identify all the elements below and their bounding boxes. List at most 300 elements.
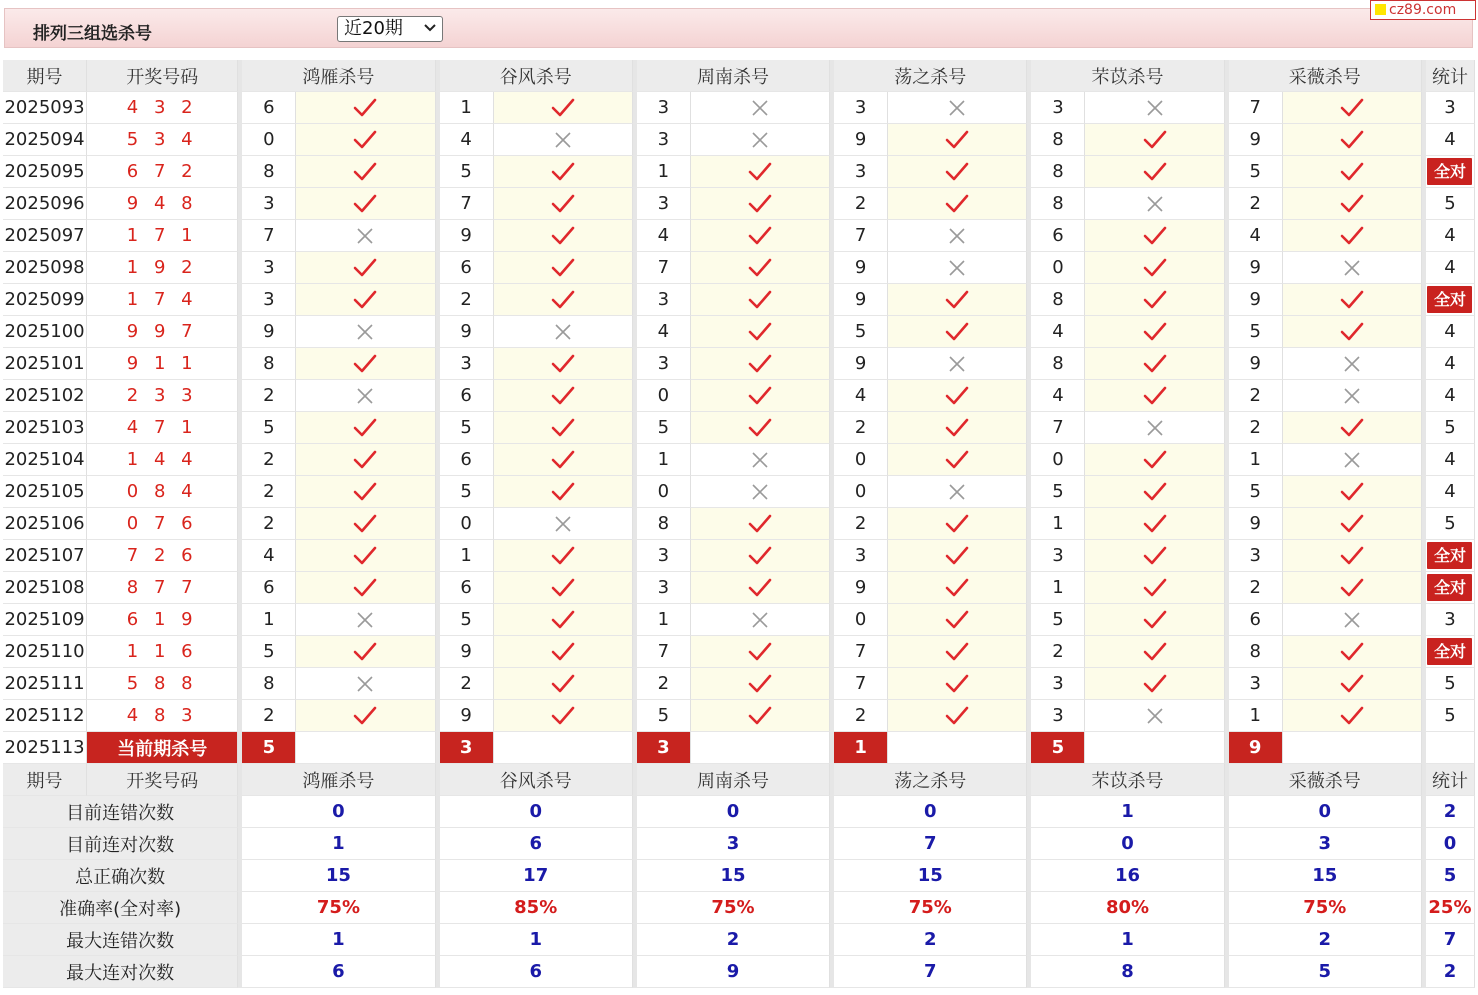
summary-stat: 2 xyxy=(1422,796,1475,828)
hit-mark xyxy=(1283,572,1422,604)
issue-number: 2025111 xyxy=(3,668,87,700)
hit-mark xyxy=(691,508,830,540)
col-expert-header: 芣苡杀号 xyxy=(1027,764,1224,796)
draw-number: 2 3 3 xyxy=(87,380,238,412)
kill-number: 5 xyxy=(633,700,691,732)
table-row xyxy=(3,572,1475,604)
check-icon xyxy=(748,674,772,694)
kill-number: 5 xyxy=(436,476,494,508)
cross-icon xyxy=(750,610,770,630)
hit-mark xyxy=(888,668,1027,700)
summary-value: 75% xyxy=(1225,892,1422,924)
summary-value: 1 xyxy=(238,924,435,956)
miss-mark xyxy=(1283,348,1422,380)
page-title: 排列三组选杀号 xyxy=(33,24,152,44)
check-icon xyxy=(748,162,772,182)
check-icon xyxy=(1340,226,1364,246)
draw-number: 5 3 4 xyxy=(87,124,238,156)
check-icon xyxy=(353,514,377,534)
check-icon xyxy=(945,290,969,310)
hit-mark xyxy=(1085,380,1224,412)
kill-number: 2 xyxy=(633,668,691,700)
summary-value: 15 xyxy=(238,860,435,892)
summary-value: 7 xyxy=(830,828,1027,860)
summary-value: 0 xyxy=(436,796,633,828)
kill-number: 8 xyxy=(238,348,296,380)
kill-number: 8 xyxy=(1027,188,1085,220)
summary-value: 75% xyxy=(633,892,830,924)
hit-mark xyxy=(1283,316,1422,348)
check-icon xyxy=(353,578,377,598)
hit-mark xyxy=(1085,476,1224,508)
current-empty-cell xyxy=(296,732,435,764)
kill-number: 3 xyxy=(633,348,691,380)
col-expert-header: 周南杀号 xyxy=(633,60,830,92)
summary-value: 1 xyxy=(436,924,633,956)
period-select[interactable] xyxy=(337,16,443,42)
kill-number: 7 xyxy=(238,220,296,252)
table-row xyxy=(3,124,1475,156)
kill-number: 0 xyxy=(633,380,691,412)
kill-number: 8 xyxy=(238,156,296,188)
stat-cell: 4 xyxy=(1422,380,1475,412)
hit-mark xyxy=(296,92,435,124)
hit-mark xyxy=(1085,604,1224,636)
kill-number: 5 xyxy=(436,412,494,444)
issue-number: 2025093 xyxy=(3,92,87,124)
miss-mark xyxy=(1283,252,1422,284)
issue-number: 2025103 xyxy=(3,412,87,444)
summary-value: 2 xyxy=(1225,924,1422,956)
kill-number: 2 xyxy=(830,412,888,444)
issue-number: 2025096 xyxy=(3,188,87,220)
kill-number: 0 xyxy=(1027,252,1085,284)
col-draw-header: 开奖号码 xyxy=(87,764,238,796)
kill-number: 6 xyxy=(436,572,494,604)
summary-row xyxy=(3,892,1475,924)
table-row xyxy=(3,156,1475,188)
check-icon xyxy=(945,578,969,598)
summary-value: 0 xyxy=(1027,828,1224,860)
current-kill-number: 9 xyxy=(1225,732,1283,764)
summary-value: 1 xyxy=(1027,796,1224,828)
summary-value: 0 xyxy=(633,796,830,828)
col-expert-header: 采薇杀号 xyxy=(1225,764,1422,796)
summary-label: 准确率(全对率) xyxy=(3,892,238,924)
kill-number: 1 xyxy=(633,444,691,476)
hit-mark xyxy=(691,316,830,348)
hit-mark xyxy=(1283,188,1422,220)
kill-number: 9 xyxy=(830,252,888,284)
miss-mark xyxy=(1283,604,1422,636)
check-icon xyxy=(353,194,377,214)
check-icon xyxy=(551,450,575,470)
check-icon xyxy=(945,706,969,726)
hit-mark xyxy=(1085,668,1224,700)
cross-icon xyxy=(750,482,770,502)
summary-value: 0 xyxy=(830,796,1027,828)
check-icon xyxy=(1143,610,1167,630)
hit-mark xyxy=(888,572,1027,604)
table-row xyxy=(3,412,1475,444)
check-icon xyxy=(1340,98,1364,118)
kill-number: 2 xyxy=(238,444,296,476)
summary-value: 1 xyxy=(238,828,435,860)
hit-mark xyxy=(494,252,633,284)
miss-mark xyxy=(691,476,830,508)
table-row xyxy=(3,220,1475,252)
issue-number: 2025109 xyxy=(3,604,87,636)
kill-number: 6 xyxy=(436,252,494,284)
current-issue-number: 2025113 xyxy=(3,732,87,764)
miss-mark xyxy=(296,604,435,636)
kill-number: 2 xyxy=(238,380,296,412)
check-icon xyxy=(748,226,772,246)
kill-number: 8 xyxy=(1225,636,1283,668)
cross-icon xyxy=(947,226,967,246)
hit-mark xyxy=(296,508,435,540)
hit-mark xyxy=(691,380,830,412)
check-icon xyxy=(551,674,575,694)
kill-number: 3 xyxy=(633,540,691,572)
summary-value: 8 xyxy=(1027,956,1224,988)
draw-number: 1 7 1 xyxy=(87,220,238,252)
current-empty-cell xyxy=(888,732,1027,764)
summary-value: 16 xyxy=(1027,860,1224,892)
stat-cell: 4 xyxy=(1422,316,1475,348)
table-row xyxy=(3,188,1475,220)
hit-mark xyxy=(494,476,633,508)
hit-mark xyxy=(1085,284,1224,316)
summary-row xyxy=(3,956,1475,988)
check-icon xyxy=(551,418,575,438)
summary-value: 17 xyxy=(436,860,633,892)
summary-label: 目前连对次数 xyxy=(3,828,238,860)
kill-number: 9 xyxy=(1225,284,1283,316)
current-empty-cell xyxy=(691,732,830,764)
hit-mark xyxy=(1085,124,1224,156)
cross-icon xyxy=(947,482,967,502)
miss-mark xyxy=(888,220,1027,252)
summary-value: 0 xyxy=(238,796,435,828)
kill-number: 7 xyxy=(1027,412,1085,444)
summary-value: 85% xyxy=(436,892,633,924)
draw-number: 4 3 2 xyxy=(87,92,238,124)
kill-number: 9 xyxy=(1225,348,1283,380)
kill-number: 9 xyxy=(436,316,494,348)
cross-icon xyxy=(1342,610,1362,630)
kill-number: 1 xyxy=(436,92,494,124)
kill-number: 8 xyxy=(238,668,296,700)
issue-number: 2025112 xyxy=(3,700,87,732)
check-icon xyxy=(1340,706,1364,726)
kill-number: 8 xyxy=(1027,348,1085,380)
cross-icon xyxy=(553,322,573,342)
cross-icon xyxy=(947,98,967,118)
kill-number: 0 xyxy=(436,508,494,540)
issue-number: 2025106 xyxy=(3,508,87,540)
hit-mark xyxy=(494,188,633,220)
kill-number: 6 xyxy=(436,380,494,412)
kill-number: 9 xyxy=(1225,252,1283,284)
hit-mark xyxy=(888,700,1027,732)
summary-value: 2 xyxy=(830,924,1027,956)
cross-icon xyxy=(553,130,573,150)
hit-mark xyxy=(691,156,830,188)
col-expert-header: 芣苡杀号 xyxy=(1027,60,1224,92)
summary-value: 7 xyxy=(830,956,1027,988)
check-icon xyxy=(945,418,969,438)
kill-number: 2 xyxy=(1225,412,1283,444)
cross-icon xyxy=(750,130,770,150)
summary-value: 15 xyxy=(1225,860,1422,892)
kill-number: 3 xyxy=(1027,92,1085,124)
hit-mark xyxy=(296,700,435,732)
hit-mark xyxy=(494,572,633,604)
table-row xyxy=(3,348,1475,380)
summary-value: 75% xyxy=(238,892,435,924)
kill-number: 7 xyxy=(830,220,888,252)
hit-mark xyxy=(1283,476,1422,508)
table-row xyxy=(3,284,1475,316)
table-row xyxy=(3,508,1475,540)
hit-mark xyxy=(691,220,830,252)
hit-mark xyxy=(1283,124,1422,156)
kill-number: 9 xyxy=(830,284,888,316)
check-icon xyxy=(1143,642,1167,662)
current-kill-number: 3 xyxy=(633,732,691,764)
stat-cell: 4 xyxy=(1422,476,1475,508)
draw-number: 9 4 8 xyxy=(87,188,238,220)
hit-mark xyxy=(888,508,1027,540)
table-row xyxy=(3,604,1475,636)
miss-mark xyxy=(888,252,1027,284)
kill-number: 9 xyxy=(436,220,494,252)
miss-mark xyxy=(691,92,830,124)
check-icon xyxy=(353,162,377,182)
hit-mark xyxy=(691,700,830,732)
kill-number: 0 xyxy=(238,124,296,156)
col-expert-header: 荡之杀号 xyxy=(830,764,1027,796)
check-icon xyxy=(1340,130,1364,150)
kill-number: 3 xyxy=(633,284,691,316)
check-icon xyxy=(1340,674,1364,694)
all-correct-badge: 全对 xyxy=(1427,542,1472,569)
stat-cell: 5 xyxy=(1422,700,1475,732)
table-row xyxy=(3,540,1475,572)
kill-number: 4 xyxy=(633,316,691,348)
miss-mark xyxy=(1085,188,1224,220)
cross-icon xyxy=(1145,98,1165,118)
miss-mark xyxy=(888,92,1027,124)
check-icon xyxy=(551,546,575,566)
kill-number: 4 xyxy=(1225,220,1283,252)
current-kill-number: 3 xyxy=(436,732,494,764)
check-icon xyxy=(1143,578,1167,598)
summary-value: 9 xyxy=(633,956,830,988)
check-icon xyxy=(353,546,377,566)
check-icon xyxy=(353,98,377,118)
hit-mark xyxy=(1283,636,1422,668)
current-kill-label: 当前期杀号 xyxy=(87,732,238,764)
hit-mark xyxy=(296,284,435,316)
kill-number: 9 xyxy=(238,316,296,348)
kill-number: 4 xyxy=(436,124,494,156)
hit-mark xyxy=(1085,220,1224,252)
cross-icon xyxy=(1342,354,1362,374)
kill-number: 7 xyxy=(830,668,888,700)
kill-number: 4 xyxy=(633,220,691,252)
summary-label: 目前连错次数 xyxy=(3,796,238,828)
hit-mark xyxy=(888,124,1027,156)
kill-number: 2 xyxy=(830,188,888,220)
miss-mark xyxy=(1085,700,1224,732)
check-icon xyxy=(945,450,969,470)
draw-number: 5 8 8 xyxy=(87,668,238,700)
col-expert-header: 荡之杀号 xyxy=(830,60,1027,92)
current-kill-row xyxy=(3,732,1475,764)
kill-number: 3 xyxy=(1027,700,1085,732)
col-expert-header: 鸿雁杀号 xyxy=(238,60,435,92)
kill-number: 3 xyxy=(1225,540,1283,572)
current-empty-cell xyxy=(1085,732,1224,764)
hit-mark xyxy=(1085,540,1224,572)
hit-mark xyxy=(494,220,633,252)
check-icon xyxy=(945,386,969,406)
check-icon xyxy=(748,354,772,374)
chevron-down-icon xyxy=(424,24,436,32)
kill-number: 5 xyxy=(1225,476,1283,508)
kill-number: 1 xyxy=(633,156,691,188)
kill-number: 3 xyxy=(1027,668,1085,700)
summary-label: 总正确次数 xyxy=(3,860,238,892)
draw-number: 7 2 6 xyxy=(87,540,238,572)
hit-mark xyxy=(691,348,830,380)
hit-mark xyxy=(1085,508,1224,540)
check-icon xyxy=(353,482,377,502)
kill-number: 8 xyxy=(1027,284,1085,316)
kill-number: 9 xyxy=(830,572,888,604)
cross-icon xyxy=(750,98,770,118)
check-icon xyxy=(1143,354,1167,374)
col-expert-header: 谷风杀号 xyxy=(436,60,633,92)
hit-mark xyxy=(296,348,435,380)
check-icon xyxy=(1143,322,1167,342)
draw-number: 4 7 1 xyxy=(87,412,238,444)
kill-number: 4 xyxy=(830,380,888,412)
check-icon xyxy=(1143,290,1167,310)
kill-number: 1 xyxy=(1027,572,1085,604)
issue-number: 2025098 xyxy=(3,252,87,284)
stat-cell: 3 xyxy=(1422,92,1475,124)
check-icon xyxy=(1340,578,1364,598)
hit-mark xyxy=(296,188,435,220)
hit-mark xyxy=(1283,92,1422,124)
hit-mark xyxy=(1283,700,1422,732)
kill-number: 3 xyxy=(830,156,888,188)
check-icon xyxy=(748,258,772,278)
hit-mark xyxy=(494,348,633,380)
kill-number: 0 xyxy=(830,444,888,476)
kill-number: 6 xyxy=(238,572,296,604)
summary-stat: 25% xyxy=(1422,892,1475,924)
check-icon xyxy=(748,706,772,726)
check-icon xyxy=(551,386,575,406)
hit-mark xyxy=(888,444,1027,476)
cross-icon xyxy=(1342,450,1362,470)
stat-cell: 3 xyxy=(1422,604,1475,636)
hit-mark xyxy=(296,412,435,444)
summary-value: 75% xyxy=(830,892,1027,924)
kill-number: 3 xyxy=(830,540,888,572)
all-correct-badge: 全对 xyxy=(1427,158,1472,185)
kill-number: 8 xyxy=(633,508,691,540)
hit-mark xyxy=(494,92,633,124)
cross-icon xyxy=(1342,386,1362,406)
summary-row xyxy=(3,924,1475,956)
logo-text: cz89.com xyxy=(1389,2,1457,18)
kill-number: 2 xyxy=(1225,380,1283,412)
kill-number: 5 xyxy=(1225,316,1283,348)
stat-cell xyxy=(1422,572,1475,604)
site-logo[interactable] xyxy=(1370,0,1476,20)
miss-mark xyxy=(888,348,1027,380)
col-issue-header: 期号 xyxy=(3,60,87,92)
stat-cell xyxy=(1422,540,1475,572)
hit-mark xyxy=(888,604,1027,636)
hit-mark xyxy=(888,316,1027,348)
top-bar xyxy=(4,8,1473,48)
hit-mark xyxy=(888,284,1027,316)
check-icon xyxy=(945,130,969,150)
kill-number: 3 xyxy=(633,124,691,156)
hit-mark xyxy=(691,572,830,604)
check-icon xyxy=(748,418,772,438)
hit-mark xyxy=(296,124,435,156)
check-icon xyxy=(551,354,575,374)
hit-mark xyxy=(888,380,1027,412)
hit-mark xyxy=(691,188,830,220)
check-icon xyxy=(551,290,575,310)
check-icon xyxy=(1340,514,1364,534)
hit-mark xyxy=(1085,572,1224,604)
kill-number: 8 xyxy=(1027,156,1085,188)
current-kill-number: 1 xyxy=(830,732,888,764)
kill-number: 7 xyxy=(1225,92,1283,124)
issue-number: 2025105 xyxy=(3,476,87,508)
kill-number: 1 xyxy=(1225,444,1283,476)
table-row xyxy=(3,252,1475,284)
summary-label: 最大连对次数 xyxy=(3,956,238,988)
cross-icon xyxy=(1145,706,1165,726)
hit-mark xyxy=(1283,284,1422,316)
col-stat-header: 统计 xyxy=(1422,60,1475,92)
kill-number: 3 xyxy=(1027,540,1085,572)
kill-number: 2 xyxy=(436,284,494,316)
hit-mark xyxy=(691,252,830,284)
hit-mark xyxy=(888,188,1027,220)
kill-number: 5 xyxy=(1027,476,1085,508)
kill-number: 9 xyxy=(1225,124,1283,156)
stat-cell xyxy=(1422,156,1475,188)
hit-mark xyxy=(494,668,633,700)
hit-mark xyxy=(888,636,1027,668)
check-icon xyxy=(1143,514,1167,534)
issue-number: 2025095 xyxy=(3,156,87,188)
kill-number: 4 xyxy=(238,540,296,572)
check-icon xyxy=(748,194,772,214)
table-row xyxy=(3,380,1475,412)
